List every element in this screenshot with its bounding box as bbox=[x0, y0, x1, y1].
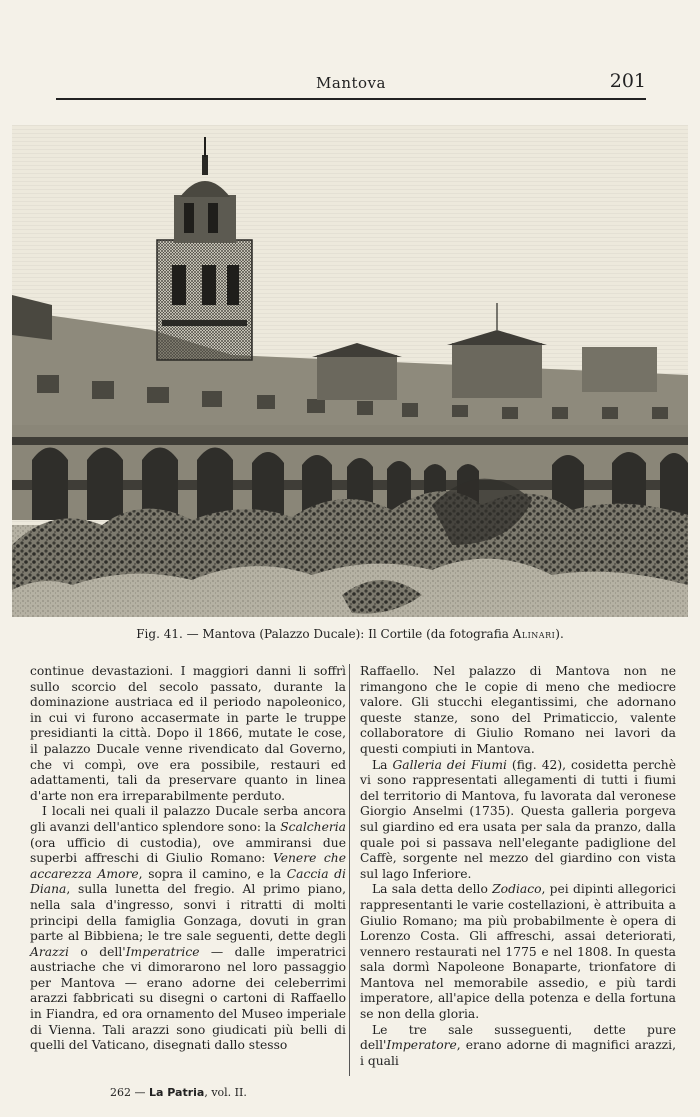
text-run: , erano adorne di magnifici arazzi, i quali bbox=[360, 1038, 676, 1068]
text-run: o dell' bbox=[68, 944, 126, 959]
italic-term: Venere che accarezza Amore bbox=[30, 851, 347, 881]
figure-engraving-courtyard bbox=[12, 125, 688, 617]
italic-term: Scalcheria bbox=[280, 819, 346, 834]
courtyard-illustration bbox=[12, 125, 688, 617]
page-number: 201 bbox=[609, 70, 646, 92]
text-run: , sopra il camino, e la bbox=[138, 866, 287, 881]
right-column bbox=[360, 664, 676, 1069]
left-column bbox=[30, 664, 346, 1054]
text-run: , sulla lunetta del fregio. Al primo piano, nella sala d'ingresso, sonvi i ritratti di molti principi della famiglia Gonzaga, dovuti in gran parte al Bibbiena; le tre sale seguenti, dette degli bbox=[30, 882, 346, 944]
text-run: (ora ufficio di custodia), ove ammiransi due superbi affreschi di Giulio Romano: bbox=[30, 835, 346, 866]
paragraph: continue devastazioni. I maggiori danni li soffrì sullo scorcio del secolo passato, durante la dominazione austriaca ed il periodo napoleonico, in cui vi furono accasermate in parte le truppe presidianti la città. Dopo il 1866, mutate le cose, il palazzo Ducale venne rivendicato dal Governo, che vi compì, ove era possibile, restauri ed adattamenti, tali da preservare quanto in linea d'arte non era irreparabilmente perduto. bbox=[30, 664, 346, 803]
publication-name: La Patria bbox=[149, 1086, 205, 1099]
italic-term: Zodiaco bbox=[492, 882, 542, 897]
caption-credit: Alinari bbox=[512, 627, 556, 641]
figure-caption bbox=[0, 627, 700, 641]
italic-term: Imperatrice bbox=[125, 944, 200, 959]
caption-end: ). bbox=[555, 627, 564, 641]
running-title: Mantova bbox=[316, 74, 386, 92]
text-run: , pei dipinti allegorici rappresentanti le varie costellazioni, è attribuita a Giulio Romano; ma più probabilmente è opera di Lorenzo Costa. Gli affreschi, assai deteriorati, vennero restaurati nel 1775 e nel 1808. In questa sala dormì Napoleone Bonaparte, trionfatore di Mantova nel memorabile assedio, e più tardi imperatore, all'apice della potenza e della fortuna se non della gloria. bbox=[360, 882, 676, 1022]
italic-term: Galleria dei Fiumi bbox=[392, 757, 507, 772]
caption-text: Fig. 41. — Mantova (Palazzo Ducale): Il Cortile (da fotografia bbox=[136, 627, 513, 641]
text-run: La bbox=[372, 757, 393, 772]
paragraph bbox=[360, 1023, 676, 1070]
column-divider bbox=[349, 664, 350, 1076]
footer-prefix: 262 — bbox=[110, 1086, 149, 1099]
text-run: I locali nei quali il palazzo Ducale serba ancora gli avanzi dell'antico splendore sono: la bbox=[30, 804, 346, 834]
paragraph bbox=[30, 804, 346, 1054]
italic-term: Caccia di Diana bbox=[30, 866, 346, 897]
page-header bbox=[56, 70, 646, 100]
italic-term: Imperatore bbox=[386, 1038, 457, 1053]
paragraph bbox=[360, 882, 676, 1022]
italic-term: Arazzi bbox=[30, 944, 69, 959]
paragraph: Raffaello. Nel palazzo di Mantova non ne rimangono che le copie di meno che mediocre valore. Gli stucchi elegantissimi, che adornano queste stanze, sono del Primaticcio, valente collaboratore di Giulio Romano nei lavori da questi compiuti in Mantova. bbox=[360, 664, 676, 756]
header-rule bbox=[56, 98, 646, 100]
page-footer bbox=[110, 1086, 247, 1099]
text-run: La sala detta dello bbox=[372, 882, 493, 897]
text-run: (fig. 42), cosidetta perchè vi sono rappresentati allegamenti di tutti i fiumi del territorio di Mantova, fu lavorata dal veronese Giorgio Anselmi (1735). Questa galleria porgeva sul giardino ed era usata per sala da pranzo, dalla quale poi si passava nell'elegante padiglione del Caffè, sorgente nel mezzo del giardino con vista sul lago Inferiore. bbox=[360, 757, 677, 881]
text-run: — dalle imperatrici austriache che vi dimorarono nel loro passaggio per Mantova — erano adorne dei celeberrimi arazzi fabbricati su disegni o cartoni di Raffaello in Fiandra, ed ora ornamento del Museo imperiale di Vienna. Tali arazzi sono giudicati più belli di quelli del Vaticano, disegnati dallo stesso bbox=[30, 944, 346, 1053]
footer-volume: , vol. II. bbox=[204, 1086, 247, 1099]
text-run: Le tre sale susseguenti, dette pure dell' bbox=[360, 1022, 676, 1053]
paragraph bbox=[360, 758, 676, 883]
